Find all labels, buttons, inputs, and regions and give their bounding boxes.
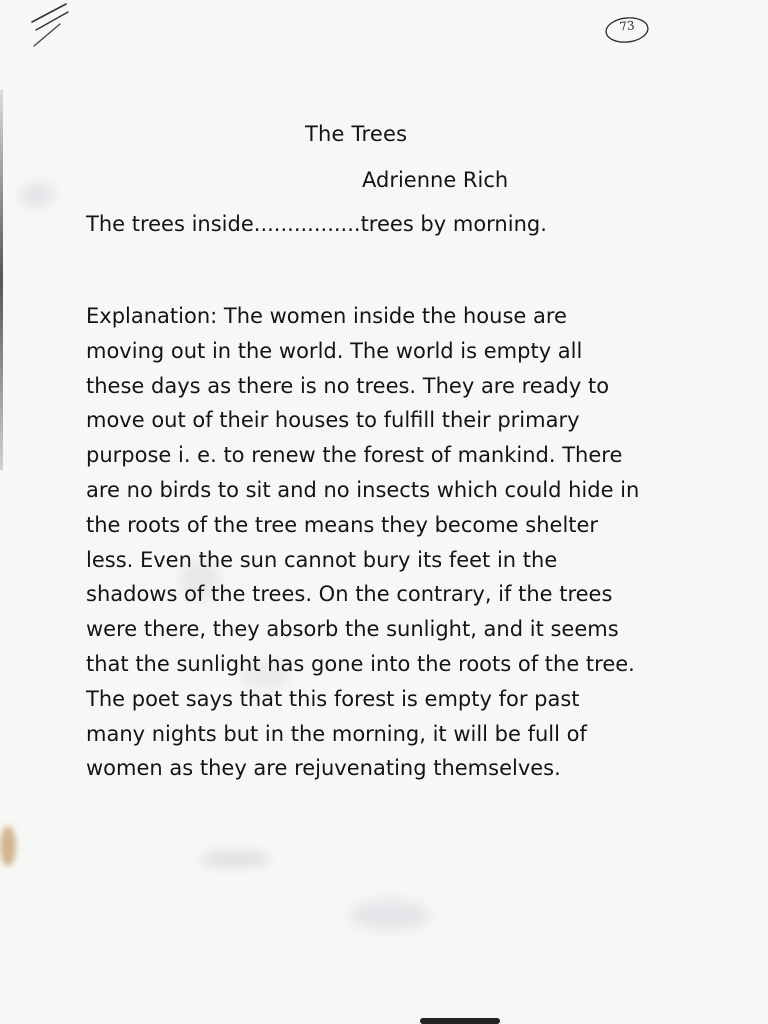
poem-author: Adrienne Rich [362, 168, 509, 192]
poem-title: The Trees [305, 122, 408, 146]
poem-excerpt: The trees inside................trees by morning. [86, 212, 547, 236]
scan-smudge [20, 184, 54, 206]
scan-smudge [200, 852, 270, 866]
explanation-line: were there, they absorb the sunlight, and it seems [86, 617, 619, 642]
page-number: 73 [618, 18, 636, 34]
explanation-line: the roots of the tree means they become shelter [86, 512, 599, 537]
pen-mark-icon [26, 0, 72, 50]
explanation-line: The poet says that this forest is empty for past [86, 686, 580, 711]
scan-smudge [0, 826, 16, 866]
explanation-line: shadows of the trees. On the contrary, if the trees [86, 582, 613, 607]
scan-edge-mark [420, 1018, 500, 1024]
explanation-line: that the sunlight has gone into the roots of the tree. [86, 651, 635, 676]
explanation-line: these days as there is no trees. They are ready to [86, 373, 610, 398]
explanation-line: purpose i. e. to renew the forest of mankind. There [86, 443, 623, 468]
explanation-line: less. Even the sun cannot bury its feet in the [86, 547, 558, 572]
explanation-line: are no birds to sit and no insects which could hide in [86, 477, 640, 502]
explanation-line: Explanation: The women inside the house are [86, 304, 567, 328]
binding-shadow [0, 90, 3, 470]
explanation-line: women as they are rejuvenating themselves. [86, 756, 561, 781]
explanation-line: moving out in the world. The world is empty all [86, 338, 583, 363]
explanation-line: move out of their houses to fulfill their primary [86, 408, 580, 433]
scan-smudge [350, 900, 430, 930]
explanation-paragraph [86, 299, 696, 786]
explanation-line: many nights but in the morning, it will be full of [86, 721, 587, 746]
